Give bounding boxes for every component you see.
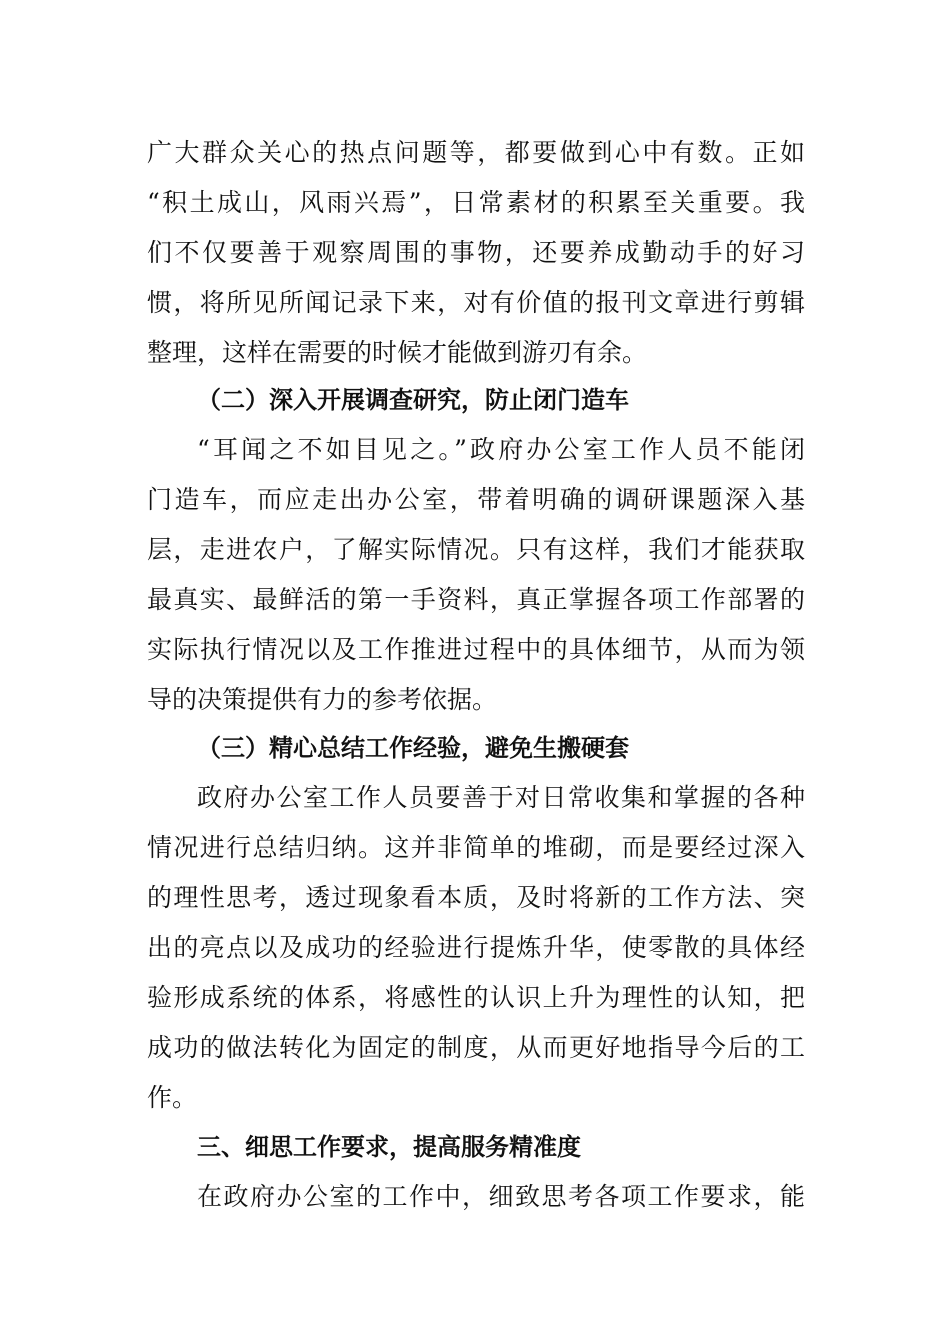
section-heading-3: （三）精心总结工作经验，避免生搬硬套 (197, 734, 629, 762)
paragraph-2-line-4: 最真实、最鲜活的第一手资料，真正掌握各项工作部署的 (147, 585, 805, 614)
paragraph-1-line-3: 们不仅要善于观察周围的事物，还要养成勤动手的好习 (147, 238, 805, 267)
paragraph-1-line-4: 惯，将所见所闻记录下来，对有价值的报刊文章进行剪辑 (147, 288, 805, 317)
paragraph-3-line-1: 政府办公室工作人员要善于对日常收集和掌握的各种 (197, 783, 805, 812)
paragraph-3-line-2: 情况进行总结归纳。这并非简单的堆砌，而是要经过深入 (147, 833, 805, 862)
paragraph-1-line-2: “积土成山，风雨兴焉”，日常素材的积累至关重要。我 (147, 188, 805, 217)
paragraph-2-line-1: “耳闻之不如目见之。”政府办公室工作人员不能闭 (197, 435, 805, 464)
paragraph-1-line-5: 整理，这样在需要的时候才能做到游刃有余。 (147, 338, 648, 367)
paragraph-3-line-6: 成功的做法转化为固定的制度，从而更好地指导今后的工 (147, 1033, 805, 1062)
paragraph-3-line-5: 验形成系统的体系，将感性的认识上升为理性的认知，把 (147, 983, 805, 1012)
paragraph-2-line-2: 门造车，而应走出办公室，带着明确的调研课题深入基 (147, 485, 805, 514)
paragraph-2-line-5: 实际执行情况以及工作推进过程中的具体细节，从而为领 (147, 635, 805, 664)
section-heading-2: （二）深入开展调查研究，防止闭门造车 (197, 386, 629, 414)
chapter-heading-3: 三、细思工作要求，提高服务精准度 (197, 1133, 581, 1161)
paragraph-4-line-1: 在政府办公室的工作中，细致思考各项工作要求，能 (197, 1182, 805, 1211)
paragraph-3-line-7: 作。 (147, 1083, 198, 1112)
paragraph-1-line-1: 广大群众关心的热点问题等，都要做到心中有数。正如 (147, 138, 805, 167)
paragraph-2-line-3: 层，走进农户，了解实际情况。只有这样，我们才能获取 (147, 535, 805, 564)
paragraph-2-line-6: 导的决策提供有力的参考依据。 (147, 685, 498, 714)
paragraph-3-line-4: 出的亮点以及成功的经验进行提炼升华，使零散的具体经 (147, 933, 805, 962)
paragraph-3-line-3: 的理性思考，透过现象看本质，及时将新的工作方法、突 (147, 883, 805, 912)
